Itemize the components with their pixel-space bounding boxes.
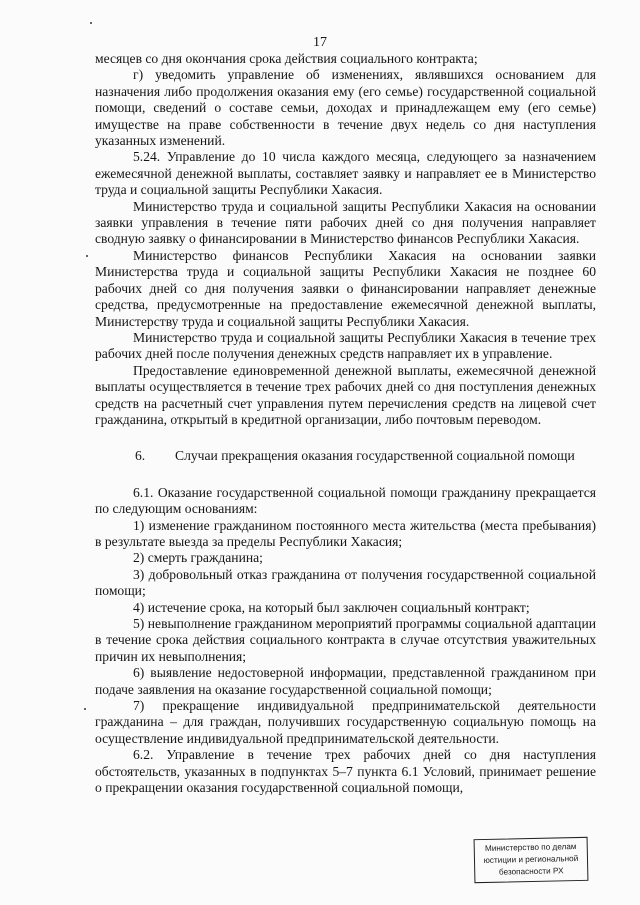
registration-stamp [474, 837, 589, 883]
paragraph-5-24: 5.24. Управление до 10 числа каждого месяца, следующего за назначением ежемесячной денежной выплаты, составляет заявку и направляет ее в Министерство труда и социальной защиты Республики Хакасия. [95, 149, 596, 198]
stamp-line-2: юстиции и региональной [483, 854, 579, 865]
stamp-line-3: безопасности РХ [498, 866, 564, 877]
scan-speck [84, 708, 86, 710]
paragraph-ministry-transfer: Министерство труда и социальной защиты Республики Хакасия в течение трех рабочих дней после получения денежных средств направляет их в управление. [95, 329, 596, 362]
list-item-2: 2) смерть гражданина; [133, 550, 263, 566]
section-title: Случаи прекращения оказания государственной социальной помощи [175, 448, 575, 464]
paragraph-item-g: г) уведомить управление об изменениях, являвшихся основанием для назначения либо продолжения оказания ему (его семье) государственной социальной помощи, сведений о составе семьи, доходах и принадлежащем ему (его семье) имуществе на праве собственности в течение двух недель со дня наступления указанных изменений. [95, 67, 596, 149]
scan-speck [86, 255, 88, 257]
document-body [95, 51, 596, 796]
list-item-4: 4) истечение срока, на который был заключен социальный контракт; [133, 599, 530, 615]
stamp-line-1: Министерство по делам [484, 842, 577, 853]
section-number: 6. [135, 448, 146, 464]
page-number: 17 [313, 35, 327, 50]
list-item-5: 5) невыполнение гражданином мероприятий программы социальной адаптации в течение срока действия социального контракта в случае отсутствия уважительных причин их невыполнения; [95, 616, 596, 664]
list-item-7: 7) прекращение индивидуальной предпринимательской деятельности гражданина – для граждан, получивших государственную социальную помощь на осуществление индивидуальной предпринимательской деятельности. [95, 698, 596, 746]
paragraph-6-2: 6.2. Управление в течение трех рабочих дней со дня наступления обстоятельств, указанных в подпунктах 5–7 пункта 6.1 Условий, принимает решение о прекращении оказания государственной социальной помощи, [95, 747, 596, 796]
paragraph-payment: Предоставление единовременной денежной выплаты, ежемесячной денежной выплаты осуществляется в течение трех рабочих дней со дня поступления денежных средств на расчетный счет управления путем перечисления средств на лицевой счет гражданина, открытый в кредитной организации, либо почтовым переводом. [95, 362, 596, 427]
scan-speck [90, 22, 92, 24]
list-item-1: 1) изменение гражданином постоянного места жительства (места пребывания) в результате выезда за пределы Республики Хакасия; [95, 517, 596, 549]
list-item-6: 6) выявление недостоверной информации, представленной гражданином при подаче заявления на оказание государственной социальной помощи; [95, 665, 596, 697]
paragraph-ministry-labor: Министерство труда и социальной защиты Республики Хакасия на основании заявки управления в течение пяти рабочих дней со дня получения направляет сводную заявку о финансировании в Министерство финансов Республики Хакасия. [95, 198, 596, 247]
paragraph-6-1: 6.1. Оказание государственной социальной помощи гражданину прекращается по следующим основаниям: [95, 484, 596, 517]
paragraph-continuation: месяцев со дня окончания срока действия социального контракта; [95, 51, 478, 66]
list-item-3: 3) добровольный отказ гражданина от получения государственной социальной помощи; [95, 566, 596, 599]
paragraph-ministry-finance: Министерство финансов Республики Хакасия на основании заявки Министерства труда и социальной защиты Республики Хакасия не позднее 60 рабочих дней со дня получения заявки о финансировании направляет денежные средства, предусмотренные на предоставление ежемесячной денежной выплаты, Министерству труда и социальной защиты Республики Хакасия. [95, 247, 596, 329]
section-heading [95, 448, 596, 464]
